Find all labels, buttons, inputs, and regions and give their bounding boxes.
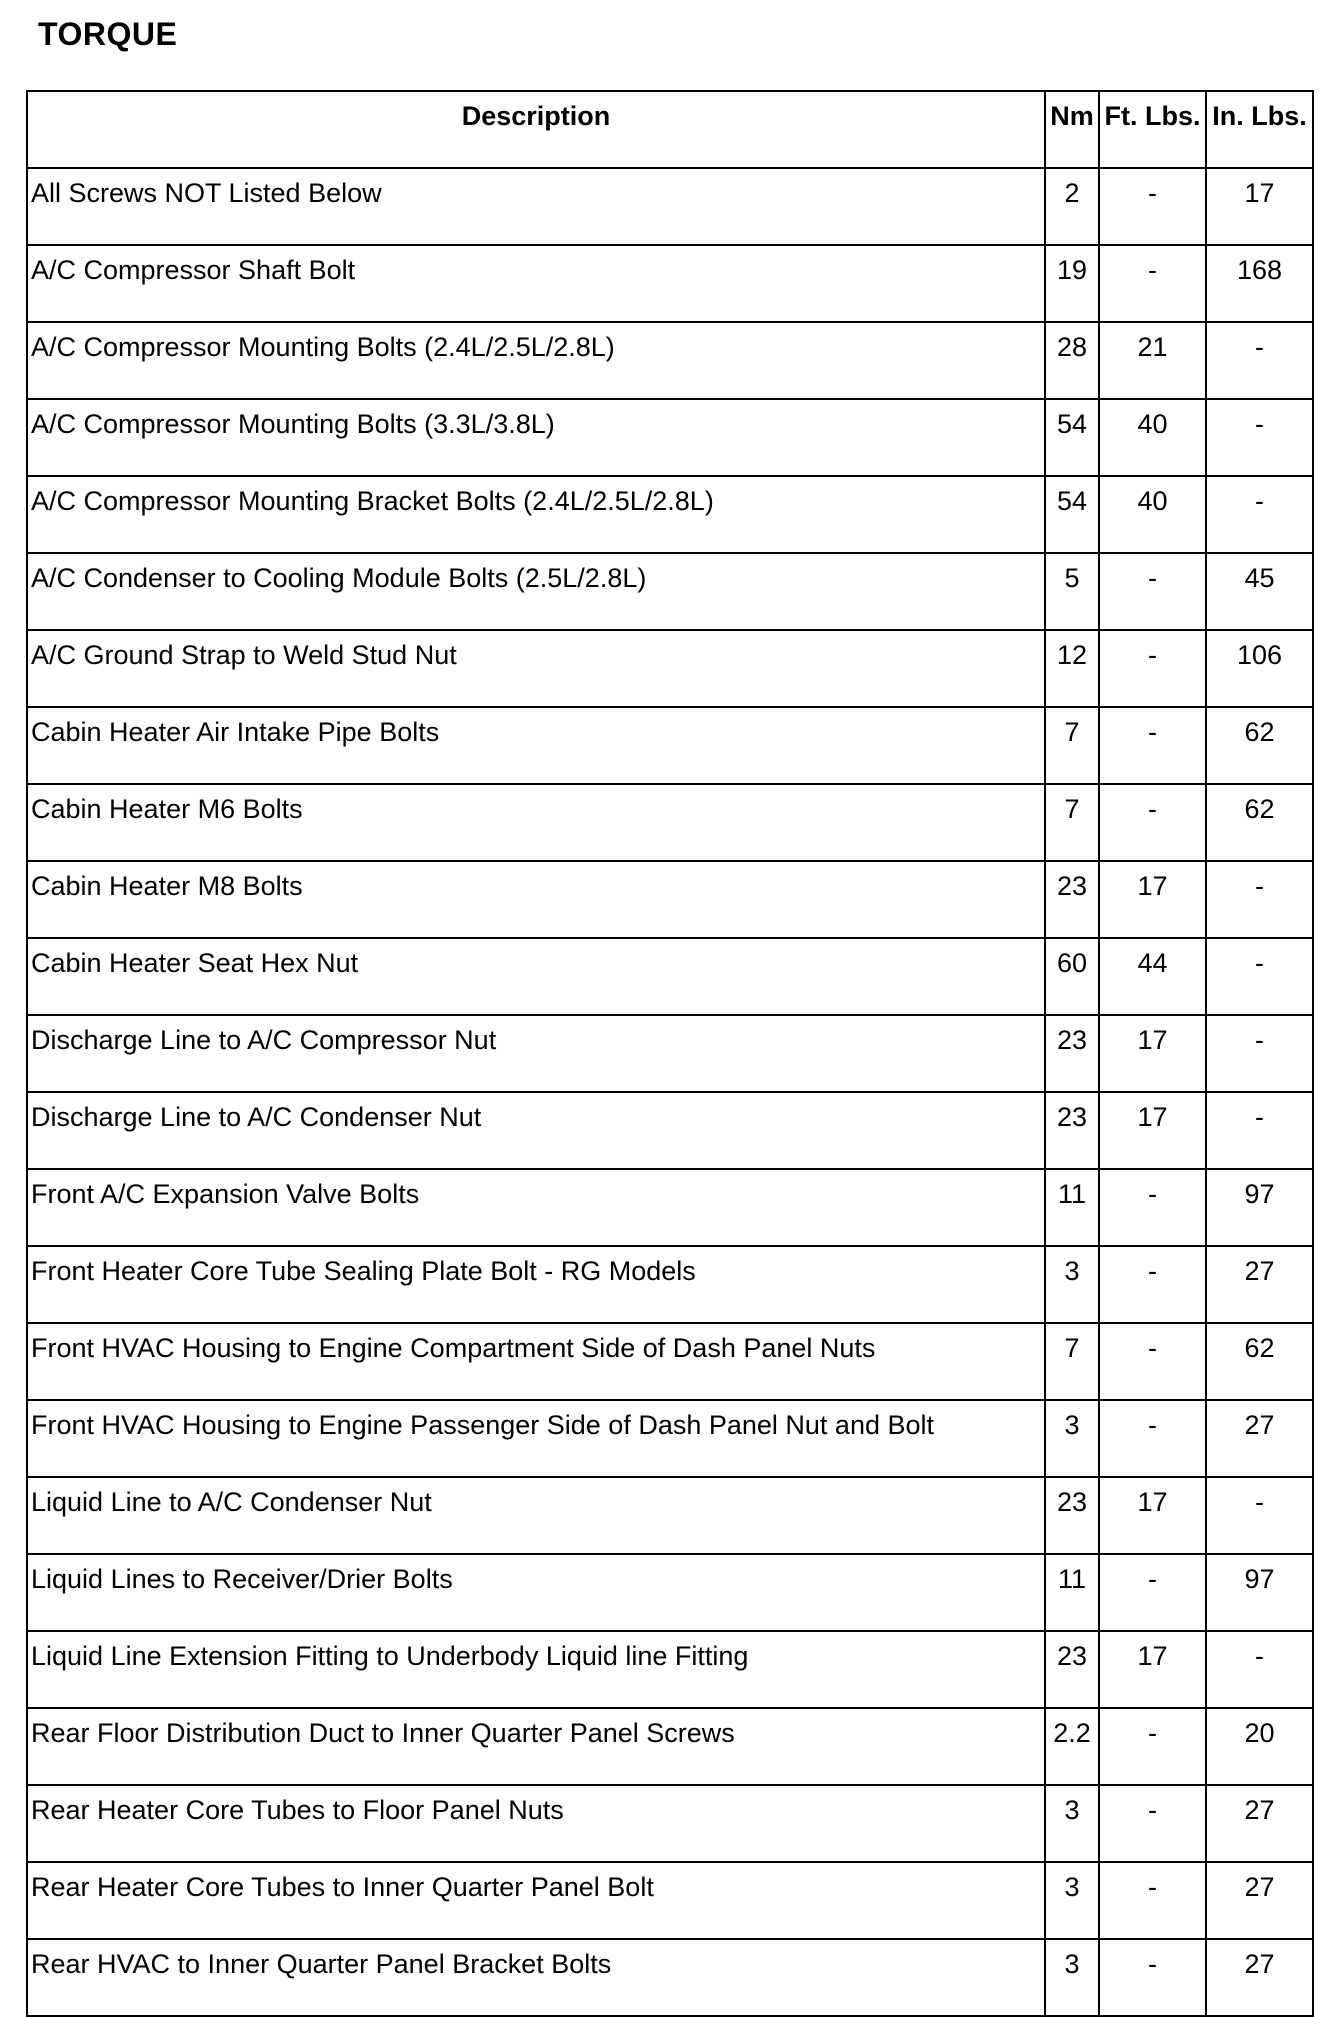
cell-nm: 23	[1045, 1092, 1099, 1169]
table-row	[27, 1169, 1313, 1246]
table-row	[27, 553, 1313, 630]
cell-ft-lbs: -	[1099, 784, 1206, 861]
cell-ft-lbs: -	[1099, 1554, 1206, 1631]
cell-nm: 23	[1045, 1477, 1099, 1554]
cell-description: All Screws NOT Listed Below	[27, 168, 1045, 245]
cell-ft-lbs: 44	[1099, 938, 1206, 1015]
cell-in-lbs: -	[1206, 399, 1313, 476]
column-header-description: Description	[27, 91, 1045, 168]
table-row	[27, 938, 1313, 1015]
table-body	[27, 168, 1313, 2016]
table-row	[27, 1631, 1313, 1708]
column-header-nm: Nm	[1045, 91, 1099, 168]
cell-description: A/C Compressor Mounting Bolts (2.4L/2.5L/2.8L)	[27, 322, 1045, 399]
cell-description: Front HVAC Housing to Engine Passenger Side of Dash Panel Nut and Bolt	[27, 1400, 1045, 1477]
cell-ft-lbs: -	[1099, 553, 1206, 630]
table-row	[27, 1323, 1313, 1400]
cell-nm: 7	[1045, 784, 1099, 861]
cell-description: Cabin Heater M8 Bolts	[27, 861, 1045, 938]
cell-description: Front A/C Expansion Valve Bolts	[27, 1169, 1045, 1246]
table-row	[27, 1400, 1313, 1477]
cell-nm: 19	[1045, 245, 1099, 322]
cell-in-lbs: -	[1206, 861, 1313, 938]
cell-in-lbs: 106	[1206, 630, 1313, 707]
cell-in-lbs: 27	[1206, 1939, 1313, 2016]
cell-description: Liquid Line Extension Fitting to Underbody Liquid line Fitting	[27, 1631, 1045, 1708]
cell-ft-lbs: -	[1099, 1862, 1206, 1939]
cell-description: Front HVAC Housing to Engine Compartment Side of Dash Panel Nuts	[27, 1323, 1045, 1400]
column-header-in-lbs: In. Lbs.	[1206, 91, 1313, 168]
cell-ft-lbs: -	[1099, 1323, 1206, 1400]
cell-in-lbs: 45	[1206, 553, 1313, 630]
cell-ft-lbs: -	[1099, 168, 1206, 245]
cell-in-lbs: 17	[1206, 168, 1313, 245]
cell-nm: 7	[1045, 707, 1099, 784]
cell-nm: 28	[1045, 322, 1099, 399]
cell-description: Rear Heater Core Tubes to Inner Quarter Panel Bolt	[27, 1862, 1045, 1939]
cell-ft-lbs: -	[1099, 245, 1206, 322]
cell-nm: 54	[1045, 399, 1099, 476]
cell-in-lbs: 62	[1206, 1323, 1313, 1400]
cell-nm: 5	[1045, 553, 1099, 630]
cell-in-lbs: -	[1206, 322, 1313, 399]
table-row	[27, 784, 1313, 861]
table-row	[27, 245, 1313, 322]
cell-ft-lbs: 17	[1099, 861, 1206, 938]
table-row	[27, 1785, 1313, 1862]
cell-nm: 23	[1045, 1631, 1099, 1708]
cell-in-lbs: 168	[1206, 245, 1313, 322]
cell-description: Front Heater Core Tube Sealing Plate Bolt - RG Models	[27, 1246, 1045, 1323]
cell-nm: 3	[1045, 1862, 1099, 1939]
table-row	[27, 861, 1313, 938]
cell-ft-lbs: -	[1099, 1400, 1206, 1477]
cell-in-lbs: 97	[1206, 1554, 1313, 1631]
cell-ft-lbs: 21	[1099, 322, 1206, 399]
cell-nm: 3	[1045, 1400, 1099, 1477]
cell-nm: 7	[1045, 1323, 1099, 1400]
table-row	[27, 1015, 1313, 1092]
cell-nm: 2	[1045, 168, 1099, 245]
cell-nm: 12	[1045, 630, 1099, 707]
cell-description: Cabin Heater M6 Bolts	[27, 784, 1045, 861]
cell-in-lbs: -	[1206, 1015, 1313, 1092]
cell-nm: 54	[1045, 476, 1099, 553]
cell-nm: 60	[1045, 938, 1099, 1015]
cell-ft-lbs: -	[1099, 1939, 1206, 2016]
cell-ft-lbs: 17	[1099, 1477, 1206, 1554]
page-title: TORQUE	[38, 16, 178, 52]
cell-in-lbs: 62	[1206, 707, 1313, 784]
cell-description: A/C Compressor Mounting Bracket Bolts (2.4L/2.5L/2.8L)	[27, 476, 1045, 553]
cell-in-lbs: 97	[1206, 1169, 1313, 1246]
cell-nm: 11	[1045, 1169, 1099, 1246]
cell-ft-lbs: -	[1099, 1169, 1206, 1246]
cell-description: A/C Compressor Shaft Bolt	[27, 245, 1045, 322]
cell-description: Cabin Heater Air Intake Pipe Bolts	[27, 707, 1045, 784]
table-row	[27, 399, 1313, 476]
torque-table	[26, 90, 1314, 2017]
cell-description: Liquid Line to A/C Condenser Nut	[27, 1477, 1045, 1554]
table-row	[27, 630, 1313, 707]
table-row	[27, 168, 1313, 245]
cell-ft-lbs: -	[1099, 1246, 1206, 1323]
cell-description: Rear HVAC to Inner Quarter Panel Bracket Bolts	[27, 1939, 1045, 2016]
table-header-row	[27, 91, 1313, 168]
cell-ft-lbs: -	[1099, 630, 1206, 707]
table-row	[27, 1862, 1313, 1939]
cell-description: Rear Floor Distribution Duct to Inner Quarter Panel Screws	[27, 1708, 1045, 1785]
cell-ft-lbs: 17	[1099, 1092, 1206, 1169]
cell-in-lbs: 20	[1206, 1708, 1313, 1785]
cell-ft-lbs: 40	[1099, 476, 1206, 553]
cell-ft-lbs: -	[1099, 1708, 1206, 1785]
cell-ft-lbs: 17	[1099, 1015, 1206, 1092]
cell-ft-lbs: -	[1099, 707, 1206, 784]
cell-nm: 3	[1045, 1785, 1099, 1862]
cell-nm: 11	[1045, 1554, 1099, 1631]
cell-in-lbs: 27	[1206, 1246, 1313, 1323]
table-row	[27, 476, 1313, 553]
table-row	[27, 1554, 1313, 1631]
cell-description: A/C Ground Strap to Weld Stud Nut	[27, 630, 1045, 707]
cell-nm: 3	[1045, 1939, 1099, 2016]
cell-nm: 23	[1045, 861, 1099, 938]
table-row	[27, 322, 1313, 399]
cell-nm: 3	[1045, 1246, 1099, 1323]
cell-description: Liquid Lines to Receiver/Drier Bolts	[27, 1554, 1045, 1631]
cell-nm: 2.2	[1045, 1708, 1099, 1785]
table-row	[27, 1939, 1313, 2016]
cell-description: Discharge Line to A/C Compressor Nut	[27, 1015, 1045, 1092]
cell-in-lbs: 62	[1206, 784, 1313, 861]
table-row	[27, 1708, 1313, 1785]
cell-description: Discharge Line to A/C Condenser Nut	[27, 1092, 1045, 1169]
cell-description: A/C Compressor Mounting Bolts (3.3L/3.8L)	[27, 399, 1045, 476]
table-row	[27, 707, 1313, 784]
cell-nm: 23	[1045, 1015, 1099, 1092]
cell-in-lbs: -	[1206, 1631, 1313, 1708]
cell-ft-lbs: 40	[1099, 399, 1206, 476]
column-header-ft-lbs: Ft. Lbs.	[1099, 91, 1206, 168]
cell-ft-lbs: -	[1099, 1785, 1206, 1862]
cell-description: Cabin Heater Seat Hex Nut	[27, 938, 1045, 1015]
cell-in-lbs: -	[1206, 476, 1313, 553]
cell-in-lbs: 27	[1206, 1785, 1313, 1862]
table-row	[27, 1246, 1313, 1323]
table-row	[27, 1477, 1313, 1554]
cell-ft-lbs: 17	[1099, 1631, 1206, 1708]
cell-description: A/C Condenser to Cooling Module Bolts (2.5L/2.8L)	[27, 553, 1045, 630]
table-row	[27, 1092, 1313, 1169]
cell-in-lbs: 27	[1206, 1862, 1313, 1939]
cell-in-lbs: 27	[1206, 1400, 1313, 1477]
cell-description: Rear Heater Core Tubes to Floor Panel Nuts	[27, 1785, 1045, 1862]
cell-in-lbs: -	[1206, 938, 1313, 1015]
cell-in-lbs: -	[1206, 1477, 1313, 1554]
cell-in-lbs: -	[1206, 1092, 1313, 1169]
